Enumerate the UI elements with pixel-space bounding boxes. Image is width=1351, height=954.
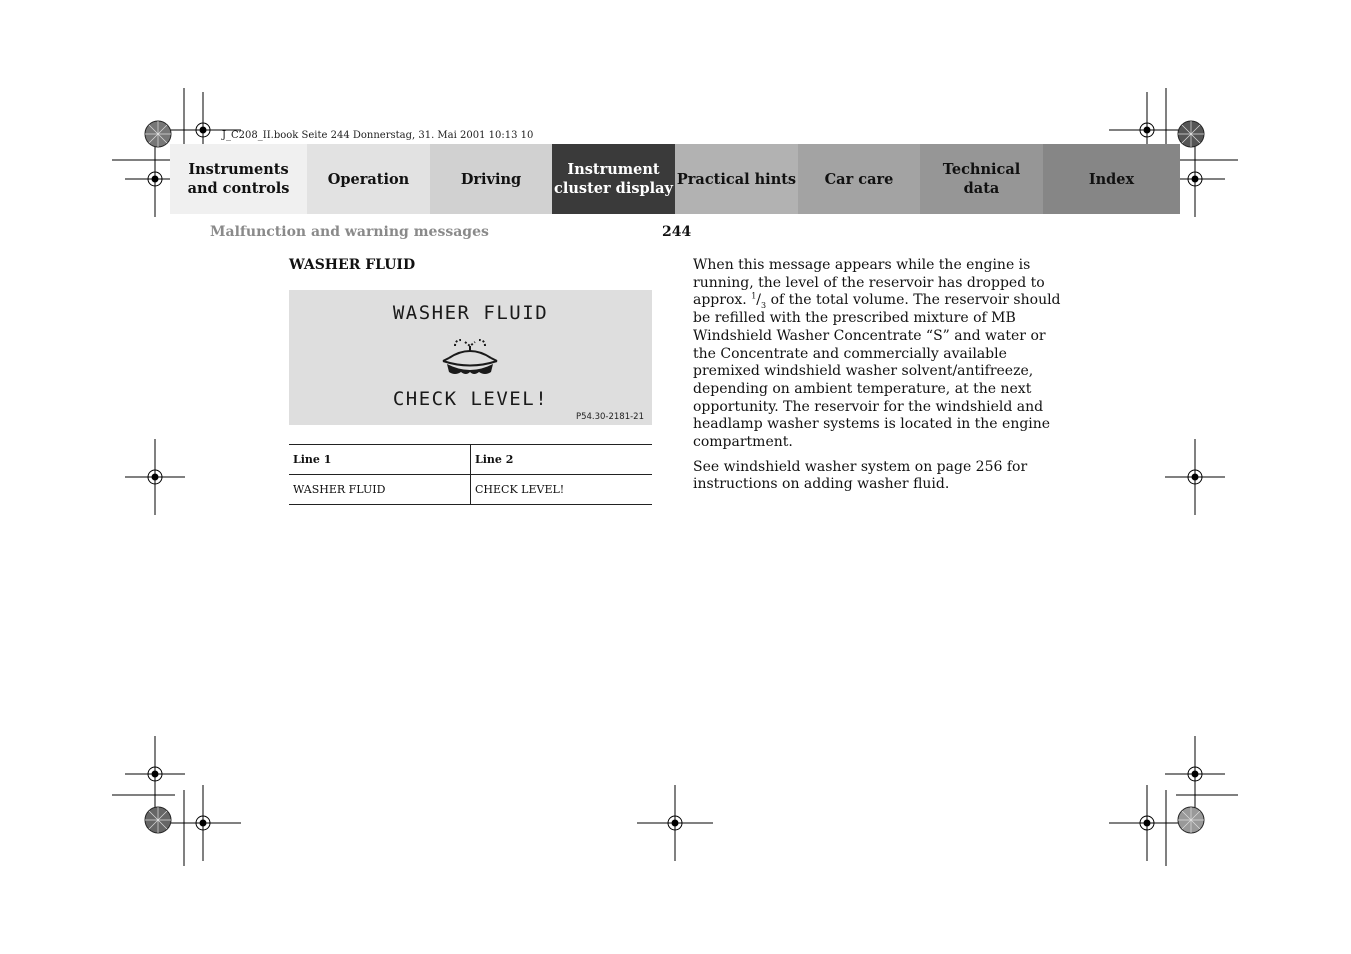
section-title: Malfunction and warning messages xyxy=(210,224,489,240)
tab-label-line1: Instruments xyxy=(188,161,289,178)
tab-practical-hints[interactable] xyxy=(675,144,798,214)
table-row xyxy=(289,475,652,505)
tab-label-line1: Instrument xyxy=(567,161,660,178)
body-text xyxy=(693,257,1063,501)
page-number: 244 xyxy=(662,224,692,240)
table-header: Line 2 xyxy=(471,445,653,475)
tab-label-line1: Technical xyxy=(942,161,1021,178)
paragraph-text: When this message appears while the engine is running, the level of the reservoir has dropped to approx. xyxy=(693,257,1045,309)
paragraph-text: of the total volume. The reservoir should be refilled with the prescribed mixture of MB Windshield Washer Concentrate “S” and water or the Concentrate and commercially available premixed windshield washer solvent/antifreeze, depending on ambient temperature, at the next opportunity. The reservoir for the windshield and headlamp washer systems is located in the engine compartment. xyxy=(693,292,1061,451)
print-slug: J_C208_II.book Seite 244 Donnerstag, 31. Mai 2001 10:13 10 xyxy=(222,130,534,141)
tab-instruments-and-controls[interactable] xyxy=(170,144,307,214)
message-table xyxy=(289,444,652,505)
tab-car-care[interactable] xyxy=(798,144,920,214)
tab-label-line2: data xyxy=(963,180,1000,197)
paragraph: When this message appears while the engine is running, the level of the reservoir has dropped to approx. $^1/_3$ of the total volume. The reservoir should be refilled with the prescribed mixture of MB Windshield Washer Concentrate “S” and water or the Concentrate and commercially available premixed windshield washer solvent/antifreeze, depending on ambient temperature, at the next opportunity. The reservoir for the windshield and headlamp washer systems is located in the engine compartment. xyxy=(693,257,1061,451)
tab-label: Practical hints xyxy=(676,170,797,188)
paragraph: See windshield washer system on page 256 for instructions on adding washer fluid. xyxy=(693,458,1028,493)
tab-label: Index xyxy=(1088,170,1135,188)
table-header: Line 1 xyxy=(289,445,471,475)
tab-driving[interactable] xyxy=(430,144,552,214)
tab-instrument-cluster-display[interactable] xyxy=(552,144,675,214)
message-heading: WASHER FLUID xyxy=(289,257,416,273)
tab-label: Operation xyxy=(327,170,410,188)
tab-label-line2: and controls xyxy=(187,180,290,197)
figure-reference: P54.30-2181-21 xyxy=(575,412,644,422)
chapter-tabs xyxy=(170,144,1180,214)
table-header-row xyxy=(289,445,652,475)
display-line-2: CHECK LEVEL! xyxy=(392,388,549,410)
tab-label-line2: cluster display xyxy=(554,180,673,197)
tab-label: Driving xyxy=(460,170,522,188)
tab-label: Car care xyxy=(824,170,894,188)
tab-technical-data[interactable] xyxy=(920,144,1043,214)
table-cell: WASHER FLUID xyxy=(289,475,471,505)
washer-fluid-icon xyxy=(439,336,501,380)
display-illustration xyxy=(289,290,652,425)
fraction-denominator: 3 xyxy=(761,301,767,311)
display-line-1: WASHER FLUID xyxy=(392,302,549,324)
fraction-numerator: 1 xyxy=(751,291,757,301)
tab-index[interactable] xyxy=(1043,144,1180,214)
table-cell: CHECK LEVEL! xyxy=(471,475,653,505)
tab-operation[interactable] xyxy=(307,144,430,214)
